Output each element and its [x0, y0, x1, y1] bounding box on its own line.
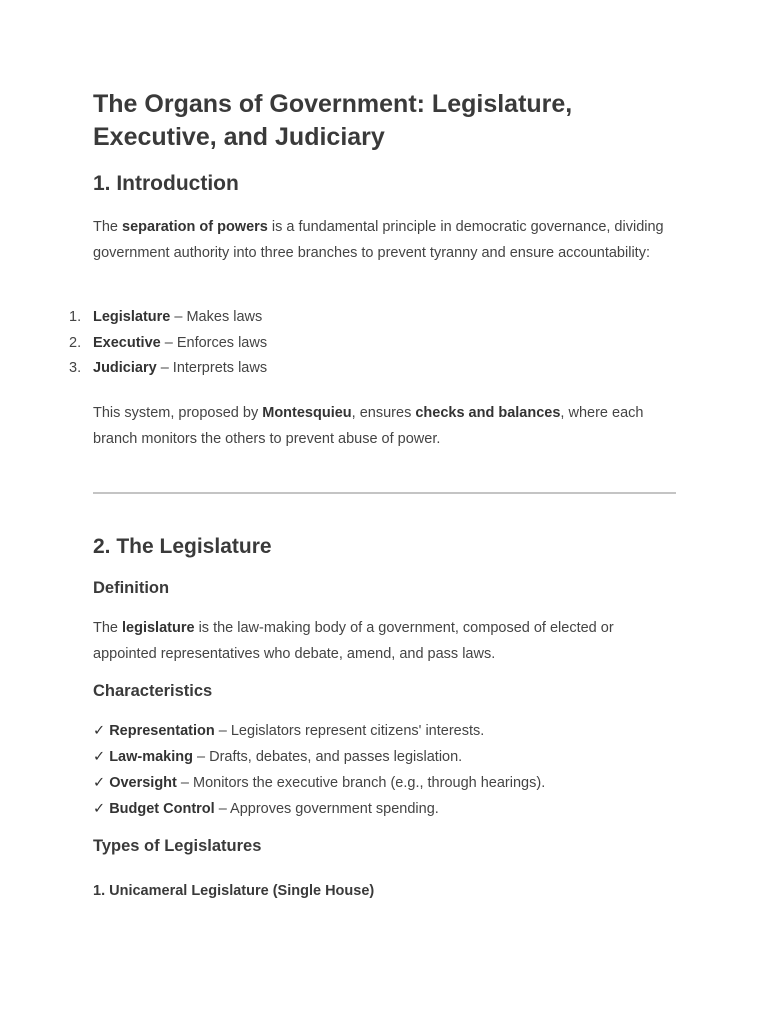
list-item-name: Judiciary	[93, 360, 157, 377]
subheading-characteristics: Characteristics	[93, 682, 213, 700]
list-item-desc: – Monitors the executive branch (e.g., through hearings).	[176, 775, 546, 791]
characteristics-list	[93, 718, 545, 822]
section-divider	[93, 492, 676, 494]
checkmark-icon: ✓	[93, 801, 106, 817]
definition-text-pre: The	[93, 620, 123, 636]
intro-paragraph	[93, 214, 668, 266]
list-item	[93, 770, 545, 796]
system-text-bold-2: checks and balances	[415, 405, 561, 421]
list-item-name: Budget Control	[109, 801, 215, 817]
system-text-post: , where each branch monitors the others to prevent abuse of power.	[93, 405, 644, 447]
section-heading-introduction: 1. Introduction	[93, 172, 239, 195]
intro-text-bold: separation of powers	[122, 219, 268, 235]
list-item-number: 1.	[69, 309, 82, 325]
list-item-desc: – Approves government spending.	[214, 801, 439, 817]
list-item-name: Oversight	[109, 775, 177, 791]
page-title: The Organs of Government: Legislature, Executive, and Judiciary	[93, 90, 573, 151]
intro-text-post: is a fundamental principle in democratic governance, dividing government authority into three branches to prevent tyranny and ensure accountability:	[93, 219, 664, 261]
list-item	[69, 356, 268, 382]
list-item-desc: – Enforces laws	[160, 334, 268, 351]
system-text-pre: This system, proposed by	[93, 405, 263, 421]
list-item-name: Law-making	[109, 749, 193, 765]
system-text-bold-1: Montesquieu	[262, 405, 352, 421]
subheading-types: Types of Legislatures	[93, 837, 262, 855]
definition-text-bold: legislature	[122, 620, 195, 636]
subheading-definition: Definition	[93, 579, 170, 597]
definition-paragraph	[93, 615, 668, 667]
definition-text-post: is the law-making body of a government, composed of elected or appointed representatives who debate, amend, and pass laws.	[93, 620, 614, 662]
checkmark-icon: ✓	[93, 749, 106, 765]
list-item-name: Legislature	[93, 309, 171, 325]
checkmark-icon: ✓	[93, 723, 106, 739]
subheading-unicameral: 1. Unicameral Legislature (Single House)	[93, 883, 375, 899]
list-item-desc: – Interprets laws	[156, 360, 268, 377]
list-item	[93, 718, 545, 744]
list-item-number: 2.	[69, 334, 82, 351]
list-item	[69, 331, 268, 357]
list-item-desc: – Makes laws	[170, 309, 263, 325]
list-item-name: Executive	[93, 334, 161, 351]
list-item	[69, 305, 267, 331]
system-text-mid: , ensures	[351, 405, 416, 421]
system-paragraph	[93, 400, 668, 452]
list-item-name: Representation	[109, 723, 215, 739]
checkmark-icon: ✓	[93, 775, 106, 791]
list-item	[93, 744, 545, 770]
branches-list	[69, 305, 268, 382]
list-item-desc: – Drafts, debates, and passes legislation.	[192, 749, 463, 765]
list-item-desc: – Legislators represent citizens' interests.	[214, 723, 485, 739]
list-item-number: 3.	[69, 360, 82, 377]
list-item	[93, 796, 545, 822]
section-heading-legislature: 2. The Legislature	[93, 535, 272, 558]
intro-text-pre: The	[93, 219, 123, 235]
